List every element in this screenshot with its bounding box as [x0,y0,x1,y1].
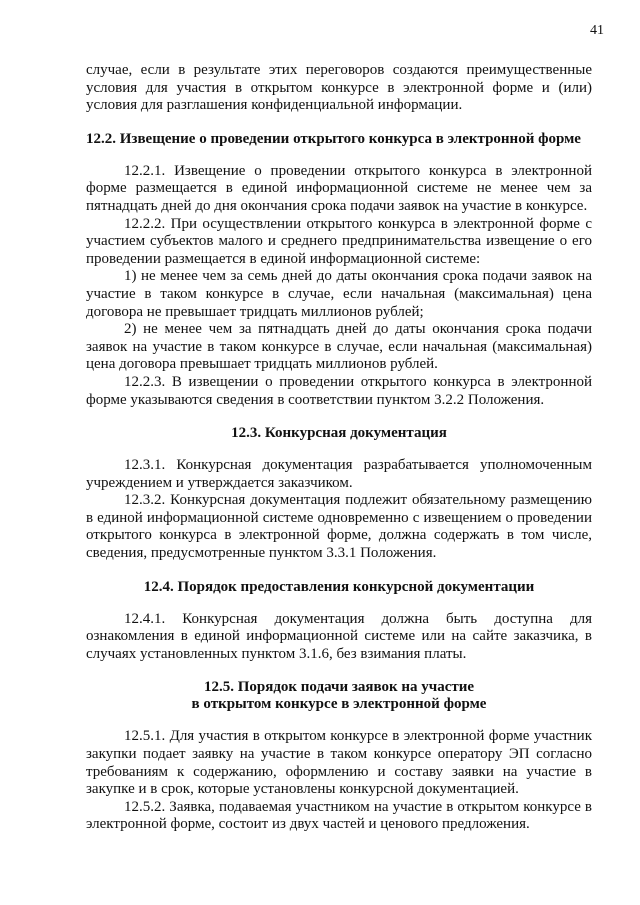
paragraph: 12.5.1. Для участия в открытом конкурсе в электронной форме участник закупки подает заявку на участие в таком конкурсе оператору ЭП согласно требованиям к содержанию, оформлению и составу заявки на участие в закупке и в срок, которые установлены конкурсной документацией. [86,728,592,798]
section-heading: 12.3. Конкурсная документация [231,425,447,442]
section-heading-line: 12.5. Порядок подачи заявок на участие [203,679,475,696]
paragraph: 12.3.1. Конкурсная документация разрабатывается уполномоченным учреждением и утверждается заказчиком. [86,457,592,491]
paragraph: 12.2.3. В извещении о проведении открытого конкурса в электронной форме указываются сведения в соответствии пунктом 3.2.2 Положения. [86,373,592,408]
page-number: 41 [590,23,604,38]
paragraph: 12.4.1. Конкурсная документация должна быть доступна для ознакомления в единой информационной системе или на сайте заказчика, в случаях установленных пунктом 3.1.6, без взимания платы. [86,610,592,662]
section-heading [86,679,592,713]
paragraph: 12.2.1. Извещение о проведении открытого конкурса в электронной форме размещается в единой информационной системе не менее чем за пятнадцать дней до дня окончания срока подачи заявок на участие в конкурсе. [86,162,592,214]
paragraph: 12.5.2. Заявка, подаваемая участником на участие в открытом конкурсе в электронной форме, состоит из двух частей и ценового предложения. [86,798,592,833]
paragraph: случае, если в результате этих переговоров создаются преимущественные условия для участия в открытом конкурсе в электронной форме и (или) условия для разглашения конфиденциальной информации. [86,62,592,114]
section-heading: 12.2. Извещение о проведении открытого конкурса в электронной форме [86,130,581,147]
paragraph: 2) не менее чем за пятнадцать дней до даты окончания срока подачи заявок на участие в таком конкурсе в случае, если начальная (максимальная) цена договора превышает тридцать миллионов рублей. [86,321,592,373]
section-heading: 12.4. Порядок предоставления конкурсной документации [143,578,535,595]
paragraph: 12.3.2. Конкурсная документация подлежит обязательному размещению в единой информационной системе одновременно с извещением о проведении открытого конкурса в электронной форме, должна содержать в том числе, сведения, предусмотренные пунктом 3.3.1 Положения. [86,492,592,562]
section-heading-line: в открытом конкурсе в электронной форме [191,696,487,713]
document-body [86,62,592,834]
paragraph: 1) не менее чем за семь дней до даты окончания срока подачи заявок на участие в таком конкурсе в случае, если начальная (максимальная) цена договора не превышает тридцать миллионов рублей; [86,268,592,320]
paragraph: 12.2.2. При осуществлении открытого конкурса в электронной форме с участием субъектов малого и среднего предпринимательства извещение о его проведении размещается в единой информационной системе: [86,215,592,267]
